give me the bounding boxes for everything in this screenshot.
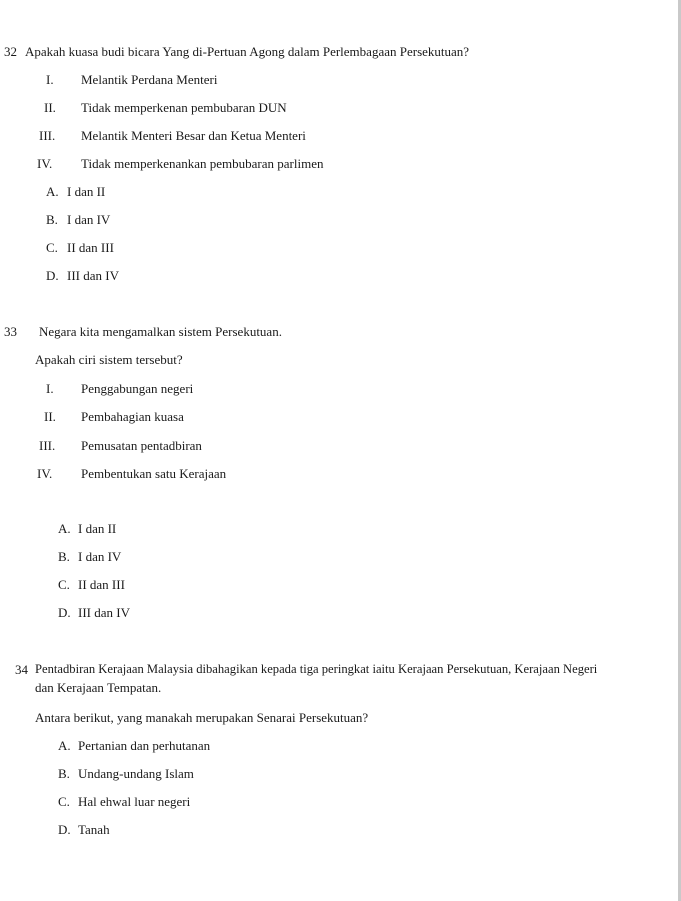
question-stem: Negara kita mengamalkan sistem Persekutuan. [39, 324, 282, 339]
statement-roman: III. [39, 438, 56, 453]
option-text[interactable]: I dan II [78, 521, 117, 536]
option-letter[interactable]: B. [58, 549, 70, 564]
statement-text: Pembentukan satu Kerajaan [81, 466, 227, 481]
option-text[interactable]: I dan IV [67, 212, 111, 227]
option-letter[interactable]: B. [46, 212, 58, 227]
statement-text: Melantik Menteri Besar dan Ketua Menteri [81, 128, 306, 143]
question-number: 33 [4, 324, 17, 339]
statement-roman: II. [44, 409, 56, 424]
statement-text: Pemusatan pentadbiran [81, 438, 202, 453]
option-text[interactable]: II dan III [78, 577, 125, 592]
statement-text: Melantik Perdana Menteri [81, 72, 218, 87]
option-text[interactable]: I dan II [67, 184, 106, 199]
option-text[interactable]: Hal ehwal luar negeri [78, 794, 191, 809]
statement-text: Penggabungan negeri [81, 381, 194, 396]
statement-roman: I. [46, 381, 54, 396]
statement-text: Tidak memperkenan pembubaran DUN [81, 100, 287, 115]
question-prompt: Antara berikut, yang manakah merupakan Senarai Persekutuan? [35, 710, 369, 725]
option-letter[interactable]: C. [58, 794, 70, 809]
question-number: 32 [4, 44, 17, 59]
option-text[interactable]: II dan III [67, 240, 114, 255]
option-text[interactable]: Undang-undang Islam [78, 766, 194, 781]
option-letter[interactable]: C. [58, 577, 70, 592]
option-letter[interactable]: D. [58, 822, 71, 837]
option-text[interactable]: III dan IV [67, 268, 119, 283]
option-letter[interactable]: A. [58, 738, 71, 753]
question-stem: Apakah kuasa budi bicara Yang di-Pertuan Agong dalam Perlembagaan Persekutuan? [25, 44, 470, 59]
statement-roman: I. [46, 72, 54, 87]
statement-text: Tidak memperkenankan pembubaran parlimen [81, 156, 324, 171]
option-text[interactable]: I dan IV [78, 549, 122, 564]
question-stem-line-1: Pentadbiran Kerajaan Malaysia dibahagikan kepada tiga peringkat iaitu Kerajaan Persekutuan, Kerajaan Negeri [35, 662, 598, 676]
option-letter[interactable]: D. [46, 268, 59, 283]
option-letter[interactable]: C. [46, 240, 58, 255]
statement-roman: IV. [37, 466, 53, 481]
option-letter[interactable]: A. [46, 184, 59, 199]
option-text[interactable]: Tanah [78, 822, 110, 837]
option-text[interactable]: Pertanian dan perhutanan [78, 738, 211, 753]
statement-roman: IV. [37, 156, 53, 171]
option-letter[interactable]: D. [58, 605, 71, 620]
statement-roman: II. [44, 100, 56, 115]
question-prompt: Apakah ciri sistem tersebut? [35, 352, 183, 367]
option-text[interactable]: III dan IV [78, 605, 130, 620]
statement-text: Pembahagian kuasa [81, 409, 184, 424]
statement-roman: III. [39, 128, 56, 143]
option-letter[interactable]: B. [58, 766, 70, 781]
question-number: 34 [15, 662, 28, 677]
option-letter[interactable]: A. [58, 521, 71, 536]
question-stem-line-2: dan Kerajaan Tempatan. [35, 680, 162, 695]
